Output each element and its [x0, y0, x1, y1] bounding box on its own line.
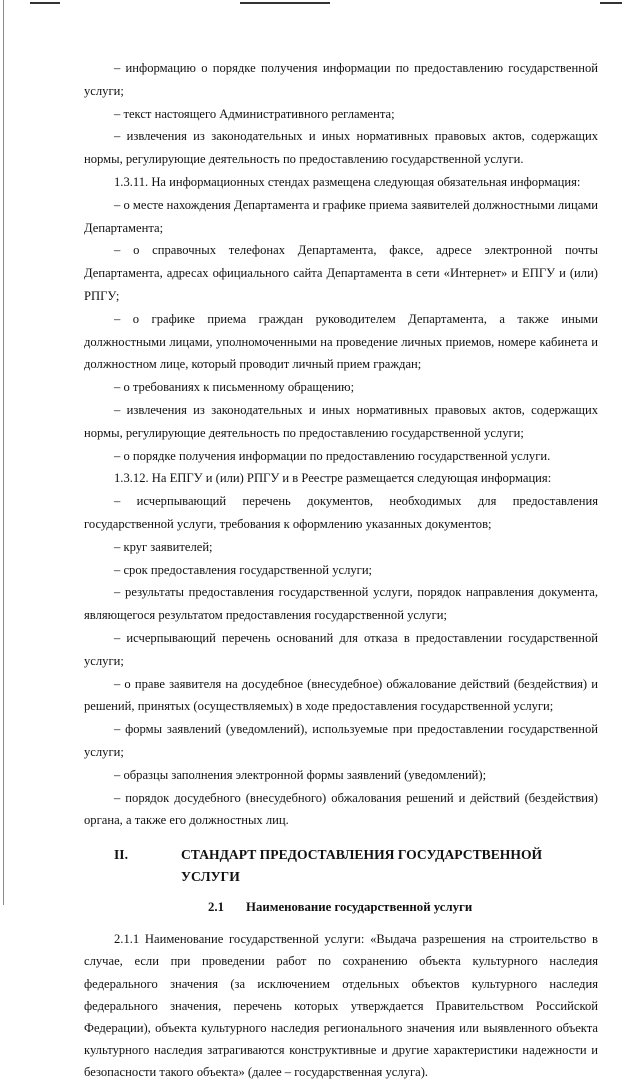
scan-mark-top-left [30, 2, 60, 4]
paragraph-2-1-1: 2.1.1 Наименование государственной услуги: «Выдача разрешения на строительство в случае, если при проведении работ по сохранению объекта культурного наследия федерального значения (за исключением отдельных объектов культурного наследия федерального значения, перечень которых утверждается Правительством Российской Федерации), объекта культурного наследия регионального значения или выявленного объекта культурного наследия затрагиваются конструктивные и другие характеристики надежности и безопасности такого объекта» (далее – государственная услуга). [84, 932, 598, 1080]
section-title: СТАНДАРТ ПРЕДОСТАВЛЕНИЯ ГОСУДАРСТВЕННОЙ УСЛУГИ [180, 847, 543, 885]
paragraph: – результаты предоставления государственной услуги, порядок направления документа, являющегося результатом предоставления государственной услуги; [84, 585, 598, 623]
section-heading [84, 844, 598, 888]
paragraph: 1.3.11. На информационных стендах размещена следующая обязательная информация: [114, 174, 581, 189]
document-body [84, 57, 598, 1084]
scan-mark-top-center [240, 2, 330, 4]
paragraph: – круг заявителей; [114, 539, 213, 554]
subsection-number: 2.1 [208, 900, 224, 915]
subsection-title: Наименование государственной услуги [246, 900, 473, 915]
paragraph: – образцы заполнения электронной формы заявлений (уведомлений); [114, 767, 487, 782]
paragraph: – о справочных телефонах Департамента, факсе, адресе электронной почты Департамента, адресах официального сайта Департамента в сети «Интернет» и ЕПГУ и (или) РПГУ; [84, 243, 598, 303]
paragraph: – о графике приема граждан руководителем Департамента, а также иными должностными лицами, уполномоченными на проведение личных приемов, номере кабинета и должностном лице, который проводит личный прием граждан; [84, 311, 598, 372]
paragraph: – о требованиях к письменному обращению; [114, 380, 355, 395]
paragraph: – извлечения из законодательных и иных нормативных правовых актов, содержащих нормы, регулирующие деятельность по предоставлению государственной услуги; [84, 402, 598, 440]
paragraph: – срок предоставления государственной услуги; [114, 562, 373, 577]
paragraph: – формы заявлений (уведомлений), используемые при предоставлении государственной услуги; [84, 722, 598, 759]
paragraph: – текст настоящего Административного регламента; [114, 106, 395, 121]
scan-mark-top-right [600, 2, 622, 4]
paragraph: – извлечения из законодательных и иных нормативных правовых актов, содержащих нормы, регулирующие деятельность по предоставлению государственной услуги. [84, 129, 598, 167]
paragraph: – о порядке получения информации по предоставлению государственной услуги. [114, 448, 551, 463]
paragraph: – о месте нахождения Департамента и графике приема заявителей должностными лицами Департамента; [84, 197, 598, 235]
paragraph: – порядок досудебного (внесудебного) обжалования решений и действий (бездействия) органа, а также его должностных лиц. [84, 790, 598, 828]
paragraph: – информацию о порядке получения информации по предоставлению государственной услуги; [84, 61, 598, 98]
paragraph: – о праве заявителя на досудебное (внесудебное) обжалование действий (бездействия) и решений, принятых (осуществляемых) в ходе предоставления государственной услуги; [84, 676, 598, 714]
paragraph: – исчерпывающий перечень документов, необходимых для предоставления государственной услуги, требования к оформлению указанных документов; [84, 494, 598, 531]
paragraph: 1.3.12. На ЕПГУ и (или) РПГУ и в Реестре размещается следующая информация: [114, 471, 552, 486]
paragraph: – исчерпывающий перечень оснований для отказа в предоставлении государственной услуги; [84, 630, 598, 668]
section-number: II. [114, 847, 128, 863]
page-left-edge [3, 0, 4, 905]
subsection-heading [84, 896, 598, 918]
